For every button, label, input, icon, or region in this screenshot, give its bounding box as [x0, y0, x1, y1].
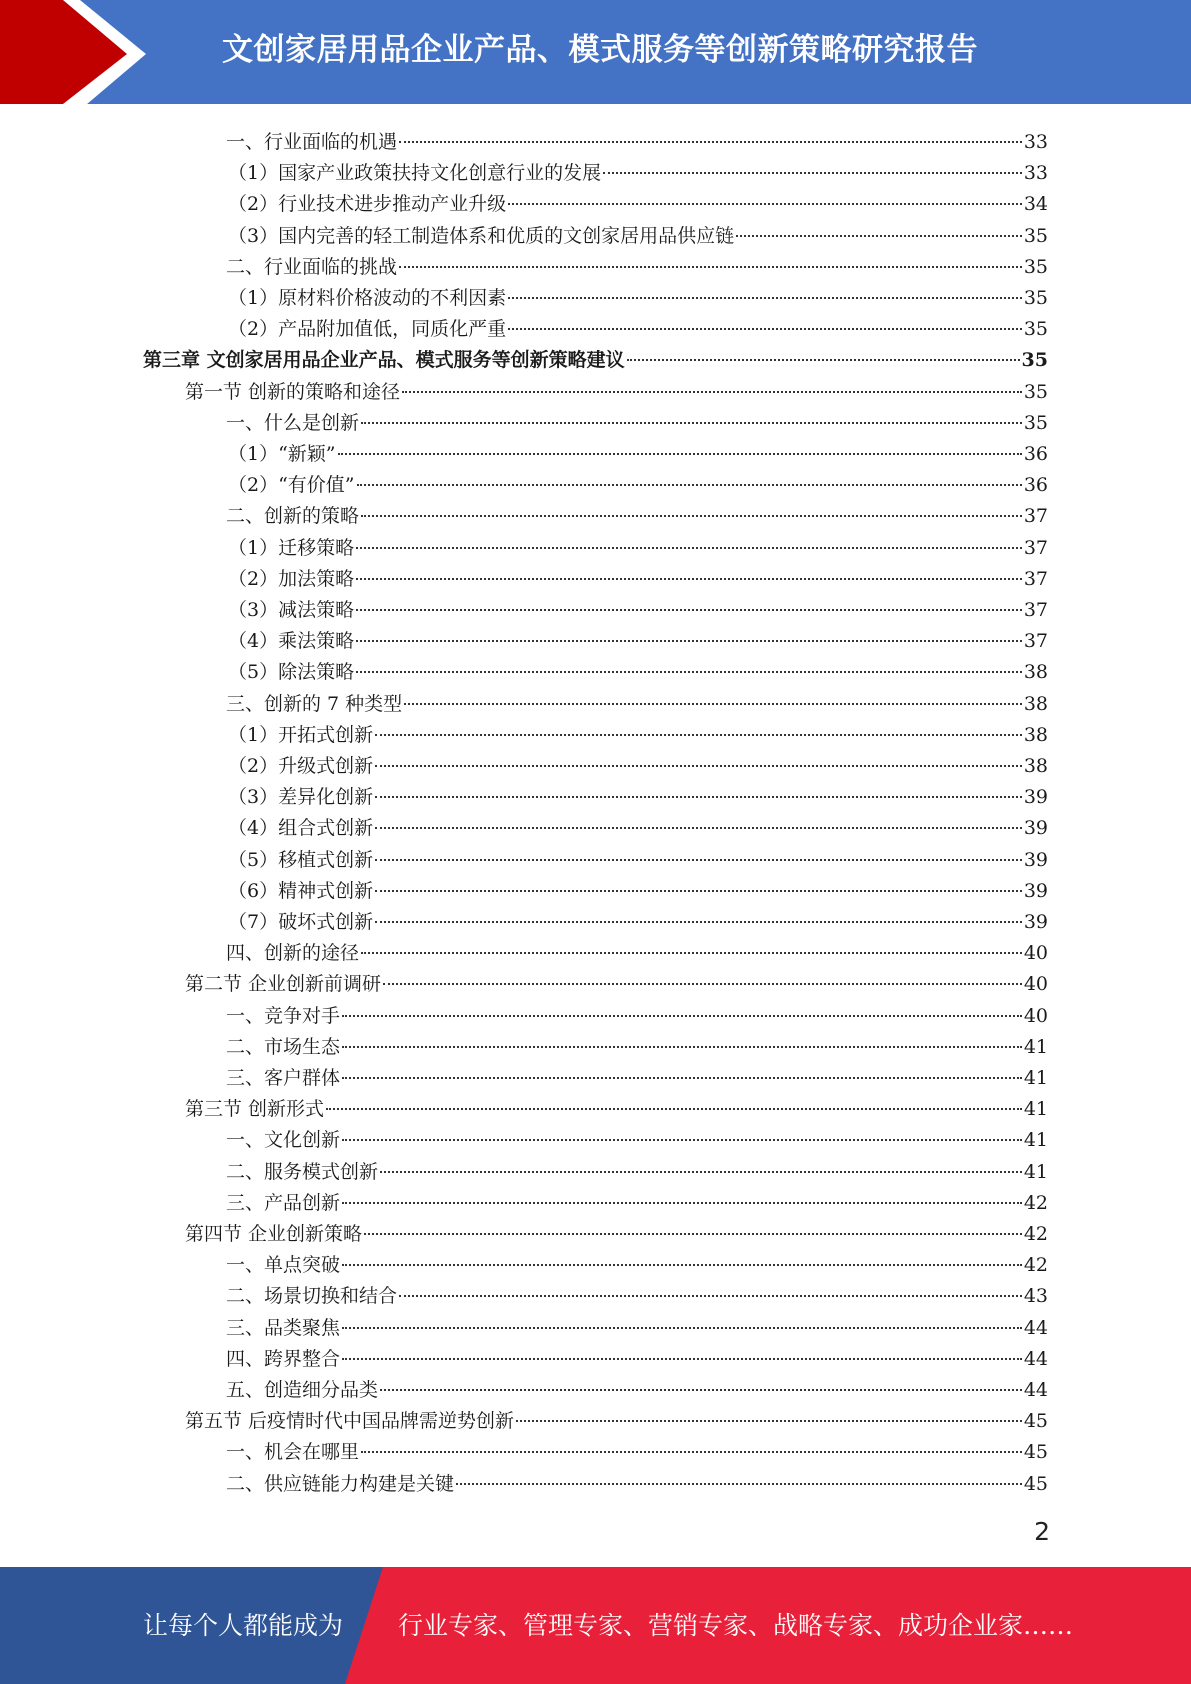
toc-entry-page: 42 — [1023, 1254, 1048, 1277]
toc-entry[interactable] — [226, 127, 1048, 158]
toc-dot-leader — [361, 515, 1022, 517]
toc-dot-leader — [342, 1046, 1022, 1048]
toc-dot-leader — [399, 266, 1022, 268]
toc-entry-title: 一、行业面临的机遇 — [226, 131, 398, 153]
toc-entry-title: （3）减法策略 — [228, 599, 355, 621]
toc-entry[interactable] — [228, 876, 1048, 907]
toc-dot-leader — [383, 983, 1022, 985]
toc-entry-page: 35 — [1023, 411, 1048, 434]
toc-dot-leader — [627, 359, 1020, 361]
toc-entry-page: 45 — [1023, 1410, 1048, 1433]
toc-entry-page: 38 — [1023, 755, 1048, 777]
toc-entry[interactable] — [226, 408, 1048, 439]
toc-entry[interactable] — [226, 252, 1048, 283]
toc-entry-page: 41 — [1023, 1160, 1048, 1183]
toc-dot-leader — [361, 1451, 1022, 1453]
toc-entry-page: 41 — [1023, 1129, 1048, 1152]
toc-entry-title: 第二节 企业创新前调研 — [185, 973, 382, 996]
toc-entry-page: 37 — [1023, 599, 1048, 621]
toc-entry[interactable] — [228, 221, 1048, 252]
toc-entry[interactable] — [228, 470, 1048, 501]
toc-dot-leader — [364, 1233, 1022, 1235]
toc-entry-title: （4）组合式创新 — [228, 817, 374, 840]
toc-dot-leader — [375, 765, 1022, 767]
toc-entry[interactable] — [226, 1063, 1048, 1094]
toc-entry[interactable] — [226, 1344, 1048, 1375]
toc-entry[interactable] — [226, 1375, 1048, 1406]
toc-entry-title: 五、创造细分品类 — [226, 1379, 379, 1401]
toc-dot-leader — [342, 1015, 1022, 1017]
toc-entry-page: 37 — [1023, 536, 1048, 559]
toc-entry-page: 34 — [1023, 193, 1048, 216]
toc-entry-title: 二、场景切换和结合 — [226, 1285, 398, 1308]
toc-entry[interactable] — [143, 345, 1048, 376]
page-number: 2 — [1034, 1517, 1050, 1546]
toc-entry-page: 44 — [1023, 1379, 1048, 1401]
toc-entry-page: 44 — [1023, 1347, 1048, 1370]
toc-dot-leader — [326, 1108, 1022, 1110]
toc-dot-leader — [375, 734, 1022, 736]
toc-entry[interactable] — [228, 813, 1048, 844]
toc-entry-title: （1）国家产业政策扶持文化创意行业的发展 — [228, 162, 602, 185]
toc-dot-leader — [736, 235, 1022, 237]
toc-entry-title: 一、单点突破 — [226, 1254, 341, 1277]
toc-dot-leader — [342, 1264, 1022, 1266]
toc-dot-leader — [508, 297, 1022, 299]
toc-dot-leader — [404, 703, 1022, 705]
toc-entry-title: 三、品类聚焦 — [226, 1316, 341, 1339]
toc-entry[interactable] — [226, 1469, 1048, 1500]
toc-entry[interactable] — [185, 1094, 1048, 1125]
toc-entry-title: 三、产品创新 — [226, 1191, 341, 1214]
toc-dot-leader — [375, 796, 1022, 798]
toc-dot-leader — [356, 547, 1022, 549]
toc-dot-leader — [456, 1483, 1022, 1485]
toc-entry-page: 45 — [1023, 1472, 1048, 1495]
toc-entry[interactable] — [226, 1001, 1048, 1032]
toc-entry-title: 第三章 文创家居用品企业产品、模式服务等创新策略建议 — [143, 349, 625, 372]
toc-entry[interactable] — [185, 377, 1048, 408]
toc-entry-page: 33 — [1023, 162, 1048, 185]
toc-dot-leader — [375, 890, 1022, 892]
toc-entry-page: 41 — [1023, 1035, 1048, 1058]
toc-entry-page: 40 — [1023, 1004, 1048, 1027]
footer-slogan-right: 行业专家、管理专家、营销专家、战略专家、成功企业家…… — [398, 1611, 1074, 1640]
toc-entry-title: 第三节 创新形式 — [185, 1098, 325, 1121]
toc-entry-title: （5）除法策略 — [228, 661, 355, 684]
toc-entry-title: （1）“新颖” — [228, 443, 336, 465]
toc-entry-title: 二、供应链能力构建是关键 — [226, 1472, 455, 1495]
toc-entry-page: 41 — [1023, 1067, 1048, 1089]
toc-entry[interactable] — [228, 720, 1048, 751]
toc-entry-page: 39 — [1023, 786, 1048, 809]
toc-entry[interactable] — [185, 1219, 1048, 1250]
toc-entry[interactable] — [228, 283, 1048, 314]
toc-entry-title: （2）“有价值” — [228, 474, 355, 497]
toc-entry-page: 44 — [1023, 1316, 1048, 1339]
toc-dot-leader — [361, 952, 1022, 954]
toc-entry-page: 35 — [1023, 287, 1048, 309]
toc-entry-page: 38 — [1023, 692, 1048, 715]
toc-entry-title: 三、创新的 7 种类型 — [226, 692, 403, 715]
toc-dot-leader — [380, 1389, 1022, 1391]
toc-entry[interactable] — [228, 314, 1048, 345]
toc-entry-page: 37 — [1023, 630, 1048, 653]
toc-entry-title: 三、客户群体 — [226, 1067, 341, 1089]
toc-entry[interactable] — [228, 782, 1048, 813]
toc-entry-title: （6）精神式创新 — [228, 879, 374, 902]
toc-entry-page: 37 — [1023, 567, 1048, 590]
toc-entry[interactable] — [228, 158, 1048, 189]
toc-entry-page: 35 — [1023, 224, 1048, 247]
toc-dot-leader — [342, 1202, 1022, 1204]
toc-entry[interactable] — [228, 595, 1048, 626]
toc-dot-leader — [402, 391, 1022, 393]
toc-entry[interactable] — [228, 907, 1048, 938]
toc-entry-page: 45 — [1023, 1441, 1048, 1464]
toc-entry-page: 40 — [1023, 973, 1048, 996]
toc-entry-page: 42 — [1023, 1223, 1048, 1245]
toc-dot-leader — [338, 453, 1022, 455]
toc-entry-page: 43 — [1023, 1285, 1048, 1308]
toc-entry-title: 二、服务模式创新 — [226, 1160, 379, 1183]
toc-entry-page: 35 — [1021, 349, 1048, 372]
footer-slogan-left: 让每个人都能成为 — [143, 1611, 344, 1640]
header-divider — [0, 104, 1191, 110]
toc-entry-page: 33 — [1023, 131, 1048, 153]
toc-entry[interactable] — [228, 845, 1048, 876]
toc-dot-leader — [356, 671, 1022, 673]
toc-entry[interactable] — [226, 1032, 1048, 1063]
toc-entry-title: （2）产品附加值低，同质化严重 — [228, 318, 507, 341]
report-footer — [0, 1567, 1191, 1684]
toc-entry-title: （7）破坏式创新 — [228, 911, 374, 933]
toc-entry-page: 41 — [1023, 1098, 1048, 1121]
toc-entry-page: 35 — [1023, 380, 1048, 403]
toc-entry-title: 四、跨界整合 — [226, 1347, 341, 1370]
toc-entry-title: （3）国内完善的轻工制造体系和优质的文创家居用品供应链 — [228, 224, 735, 247]
toc-entry[interactable] — [228, 751, 1048, 782]
toc-entry[interactable] — [226, 1157, 1048, 1188]
toc-entry[interactable] — [226, 689, 1048, 720]
toc-entry[interactable] — [185, 1406, 1048, 1437]
toc-entry-title: 四、创新的途径 — [226, 942, 360, 965]
toc-dot-leader — [603, 172, 1022, 174]
toc-dot-leader — [356, 640, 1022, 642]
toc-entry-page: 40 — [1023, 942, 1048, 965]
toc-entry-page: 38 — [1023, 661, 1048, 684]
toc-entry[interactable] — [226, 1250, 1048, 1281]
toc-entry-page: 35 — [1023, 255, 1048, 278]
report-header — [0, 0, 1191, 110]
toc-dot-leader — [342, 1327, 1022, 1329]
toc-entry-page: 35 — [1023, 318, 1048, 341]
toc-entry[interactable] — [226, 938, 1048, 969]
toc-entry-page: 39 — [1023, 879, 1048, 902]
toc-entry-title: 二、市场生态 — [226, 1035, 341, 1058]
toc-entry-title: 第四节 企业创新策略 — [185, 1223, 363, 1245]
toc-entry-title: 一、文化创新 — [226, 1129, 341, 1152]
toc-entry-page: 39 — [1023, 817, 1048, 840]
toc-dot-leader — [399, 1295, 1022, 1297]
toc-dot-leader — [342, 1139, 1022, 1141]
toc-entry-title: （2）加法策略 — [228, 567, 355, 590]
toc-entry-page: 36 — [1023, 474, 1048, 497]
toc-entry[interactable] — [226, 1437, 1048, 1468]
toc-dot-leader — [375, 827, 1022, 829]
toc-entry-title: 一、什么是创新 — [226, 411, 360, 434]
toc-entry-page: 38 — [1023, 723, 1048, 746]
toc-entry[interactable] — [228, 439, 1048, 470]
toc-entry[interactable] — [228, 564, 1048, 595]
toc-entry-title: （2）行业技术进步推动产业升级 — [228, 193, 507, 216]
toc-entry-title: 二、创新的策略 — [226, 505, 360, 528]
toc-entry[interactable] — [228, 657, 1048, 688]
toc-dot-leader — [361, 422, 1022, 424]
toc-entry[interactable] — [226, 1281, 1048, 1312]
toc-entry-page: 39 — [1023, 848, 1048, 871]
toc-entry[interactable] — [228, 533, 1048, 564]
toc-dot-leader — [508, 328, 1022, 330]
toc-entry[interactable] — [185, 969, 1048, 1000]
toc-entry-title: （2）升级式创新 — [228, 755, 374, 777]
toc-dot-leader — [342, 1077, 1022, 1079]
toc-dot-leader — [356, 578, 1022, 580]
toc-entry-title: 一、机会在哪里 — [226, 1441, 360, 1464]
toc-dot-leader — [342, 1358, 1022, 1360]
toc-entry[interactable] — [226, 1188, 1048, 1219]
toc-entry[interactable] — [226, 1125, 1048, 1156]
toc-entry-title: （1）迁移策略 — [228, 536, 355, 559]
toc-entry-title: （5）移植式创新 — [228, 848, 374, 871]
toc-entry-title: 一、竞争对手 — [226, 1004, 341, 1027]
toc-entry-page: 37 — [1023, 505, 1048, 528]
toc-dot-leader — [375, 859, 1022, 861]
toc-entry-title: 第一节 创新的策略和途径 — [185, 380, 401, 403]
toc-entry[interactable] — [226, 1313, 1048, 1344]
toc-entry-title: 二、行业面临的挑战 — [226, 255, 398, 278]
report-title: 文创家居用品企业产品、模式服务等创新策略研究报告 — [222, 32, 978, 68]
toc-dot-leader — [508, 203, 1022, 205]
toc-entry-title: （1）开拓式创新 — [228, 723, 374, 746]
toc-dot-leader — [357, 484, 1022, 486]
toc-entry[interactable] — [228, 626, 1048, 657]
toc-entry-title: （3）差异化创新 — [228, 786, 374, 809]
toc-entry-title: （1）原材料价格波动的不利因素 — [228, 287, 507, 309]
toc-entry-page: 36 — [1023, 443, 1048, 465]
toc-entry-title: 第五节 后疫情时代中国品牌需逆势创新 — [185, 1410, 515, 1433]
toc-dot-leader — [356, 609, 1022, 611]
toc-entry-title: （4）乘法策略 — [228, 630, 355, 653]
toc-entry-page: 39 — [1023, 911, 1048, 933]
toc-dot-leader — [516, 1420, 1022, 1422]
toc-dot-leader — [375, 921, 1022, 923]
toc-entry[interactable] — [226, 501, 1048, 532]
toc-dot-leader — [399, 141, 1022, 143]
toc-dot-leader — [380, 1171, 1022, 1173]
toc-entry-page: 42 — [1023, 1191, 1048, 1214]
red-arrow-decoration — [0, 0, 160, 110]
toc-entry[interactable] — [228, 189, 1048, 220]
